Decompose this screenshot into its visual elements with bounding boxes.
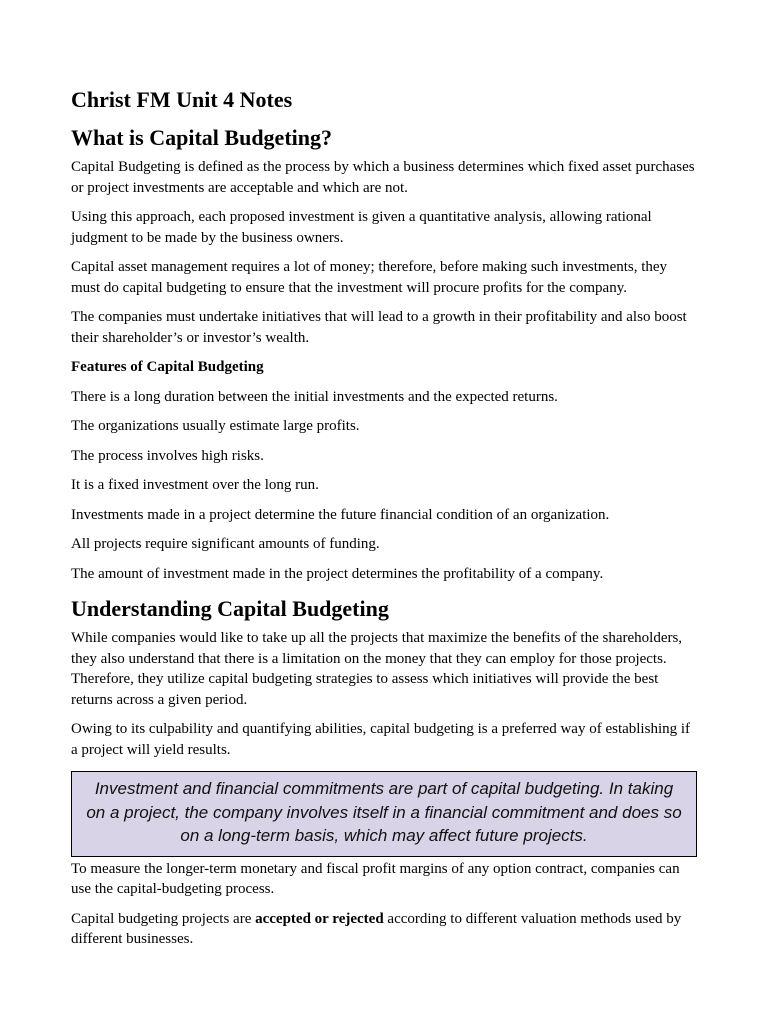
feature-item: The organizations usually estimate large profits. — [71, 418, 360, 434]
feature-item: All projects require significant amounts of funding. — [71, 536, 380, 552]
highlight-callout: Investment and financial commitments are part of capital budgeting. In taking on a project, the company involves itself in a financial commitment and does so on a long-term basis, which may affect future projects. — [71, 771, 697, 857]
feature-item: It is a fixed investment over the long run. — [71, 477, 319, 493]
document-content — [71, 86, 697, 959]
paragraph-accept-reject — [71, 909, 697, 950]
feature-item: There is a long duration between the initial investments and the expected returns. — [71, 388, 558, 405]
section-heading-understanding-capital-budgeting: Understanding Capital Budgeting — [71, 596, 389, 621]
paragraph: The companies must undertake initiatives that will lead to a growth in their profitability and also boost their shareholder’s or investor’s wealth. — [71, 309, 687, 346]
document-title: Christ FM Unit 4 Notes — [71, 87, 293, 112]
bold-text-run: accepted or rejected — [255, 910, 384, 927]
paragraph: Owing to its culpability and quantifying abilities, capital budgeting is a preferred way of establishing if a project will yield results. — [71, 721, 691, 758]
text-run: according to different valuation methods used by different businesses. — [71, 910, 682, 947]
paragraph: Capital asset management requires a lot of money; therefore, before making such investments, they must do capital budgeting to ensure that the investment will procure profits for the company. — [71, 259, 668, 296]
paragraph: To measure the longer-term monetary and fiscal profit margins of any option contract, companies can use the capital-budgeting process. — [71, 860, 680, 897]
feature-item: The process involves high risks. — [71, 447, 264, 464]
section-heading-what-is-capital-budgeting: What is Capital Budgeting? — [71, 125, 332, 150]
text-run: Capital budgeting projects are — [71, 910, 256, 927]
paragraph: Using this approach, each proposed investment is given a quantitative analysis, allowing rational judgment to be made by the business owners. — [71, 209, 652, 246]
paragraph: Capital Budgeting is defined as the process by which a business determines which fixed asset purchases or project investments are acceptable and which are not. — [71, 159, 695, 196]
paragraph: While companies would like to take up all the projects that maximize the benefits of the shareholders, they also understand that there is a limitation on the money that they can employ for those projects. Therefore, they utilize capital budgeting strategies to assess which initiatives will provide the best returns across a given period. — [71, 630, 683, 708]
feature-item: The amount of investment made in the project determines the profitability of a company. — [71, 565, 604, 582]
features-heading: Features of Capital Budgeting — [71, 359, 264, 375]
feature-item: Investments made in a project determine the future financial condition of an organization. — [71, 506, 610, 523]
